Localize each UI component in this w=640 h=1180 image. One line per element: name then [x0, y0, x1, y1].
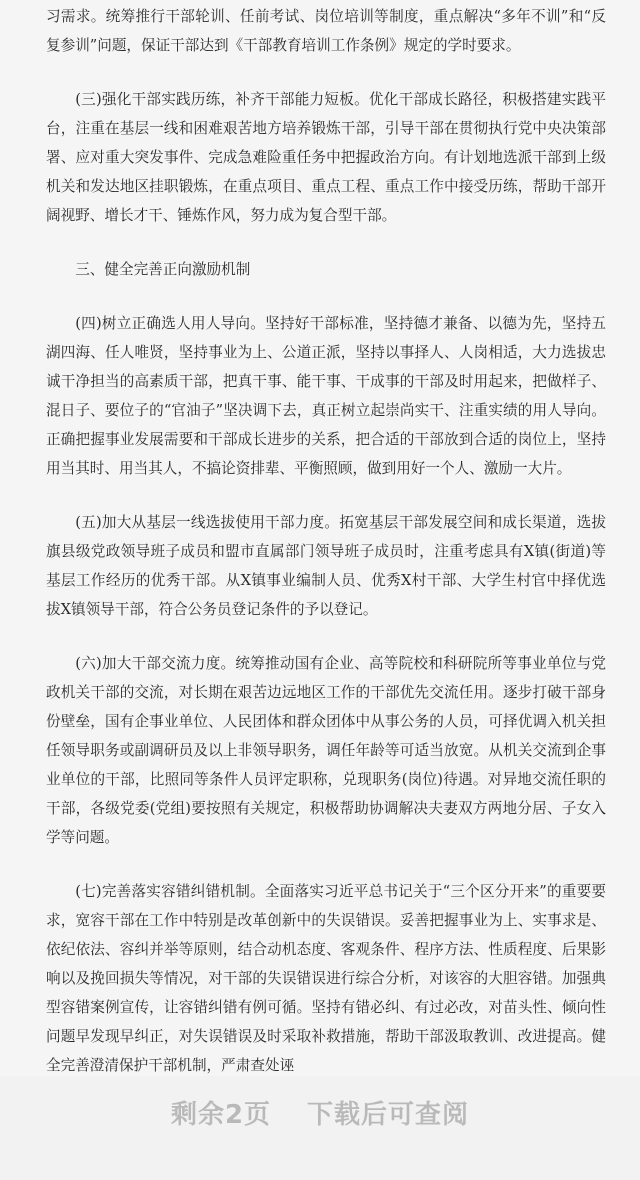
paragraph: (六)加大干部交流力度。统筹推动国有企业、高等院校和科研院所等事业单位与党政机关干部的交流，对长期在艰苦边远地区工作的干部优先交流任用。逐步打破干部身份壁垒，国有企事业单位、人民团体和群众团体中从事公务的人员，可择优调入机关担任领导职务或副调研员及以上非领导职务，调任年龄等可适当放宽。从机关交流到企事业单位的干部，比照同等条件人员评定职称，兑现职务(岗位)待遇。对异地交流任职的干部，各级党委(党组)要按照有关规定，积极帮助协调解决夫妻双方两地分居、子女入学等问题。: [46, 655, 606, 846]
paragraph: 习需求。统筹推行干部轮训、任前考试、岗位培训等制度，重点解决“多年不训”和“反复参训”问题，保证干部达到《干部教育培训工作条例》规定的学时要求。: [46, 8, 606, 54]
document-body: [46, 2, 606, 1080]
remaining-pages-notice[interactable]: [0, 1094, 640, 1131]
paragraph: (四)树立正确选人用人导向。坚持好干部标准，坚持德才兼备、以德为先，坚持五湖四海、任人唯贤，坚持事业为上、公道正派，坚持以事择人、人岗相适，大力选拔忠诚干净担当的高素质干部，把真干事、能干事、干成事的干部及时用起来，把做样子、混日子、要位子的“官油子”坚决调下去，真正树立起崇尚实干、注重实绩的用人导向。正确把握事业发展需要和干部成长进步的关系，把合适的干部放到合适的岗位上，坚持用当其时、用当其人，不搞论资排辈、平衡照顾，做到用好一个人、激励一大片。: [46, 315, 606, 477]
paragraph: (七)完善落实容错纠错机制。全面落实习近平总书记关于“三个区分开来”的重要要求，宽容干部在工作中特别是改革创新中的失误错误。妥善把握事业为上、实事求是、依纪依法、容纠并举等原则，结合动机态度、客观条件、程序方法、性质程度、后果影响以及挽回损失等情况，对干部的失误错误进行综合分析，对该容的大胆容错。加强典型容错案例宣传，让容错纠错有例可循。坚持有错必纠、有过必改，对苗头性、倾向性问题早发现早纠正，对失误错误及时采取补救措施，帮助干部汲取教训、改进提高。健全完善澄清保护干部机制，严肃查处诬: [46, 883, 606, 1074]
section-heading: 三、健全完善正向激励机制: [75, 261, 251, 278]
download-to-view-label: 下载后可查阅: [307, 1100, 470, 1130]
remaining-pages-label: 剩余2页: [170, 1100, 272, 1130]
paragraph: (三)强化干部实践历练，补齐干部能力短板。优化干部成长路径，积极搭建实践平台，注重在基层一线和困难艰苦地方培养锻炼干部，引导干部在贯彻执行党中央决策部署、应对重大突发事件、完成急难险重任务中把握政治方向。有计划地选派干部到上级机关和发达地区挂职锻炼，在重点项目、重点工程、重点工作中接受历练，帮助干部开阔视野、增长才干、锤炼作风，努力成为复合型干部。: [46, 91, 606, 224]
paragraph: (五)加大从基层一线选拔使用干部力度。拓宽基层干部发展空间和成长渠道，选拔旗县级党政领导班子成员和盟市直属部门领导班子成员时，注重考虑具有X镇(街道)等基层工作经历的优秀干部。从X镇事业编制人员、优秀X村干部、大学生村官中择优选拔X镇领导干部，符合公务员登记条件的予以登记。: [46, 514, 606, 618]
